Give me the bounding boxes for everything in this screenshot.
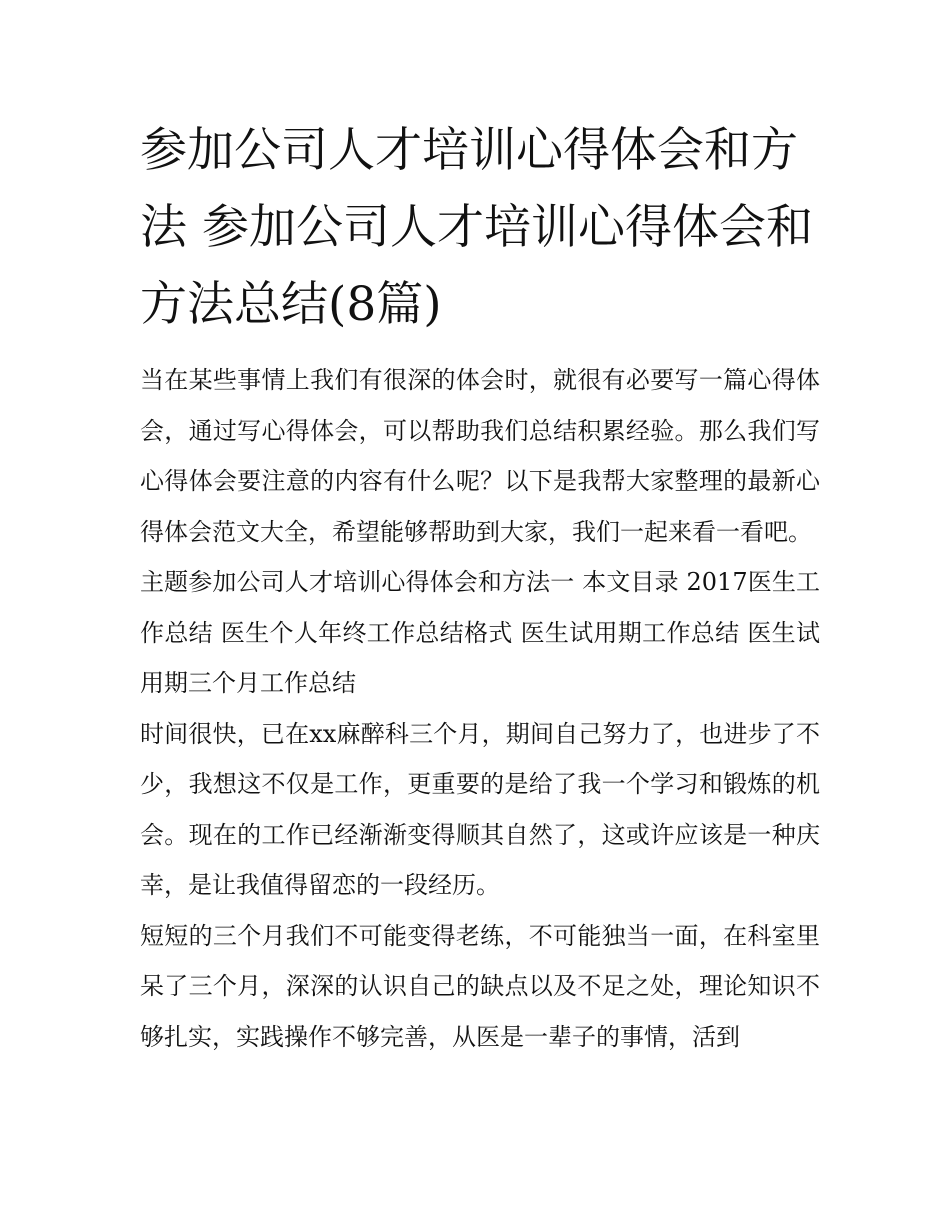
document-title: 参加公司人才培训心得体会和方法 参加公司人才培训心得体会和方法总结(8篇) — [140, 123, 813, 332]
paragraph-reflection: 短短的三个月我们不可能变得老练，不可能独当一面，在科室里呆了三个月，深深的认识自己的缺点以及不足之处，理论知识不够扎实，实践操作不够完善，从医是一辈子的事情，活到 — [140, 921, 820, 1051]
paragraph-topic: 主题参加公司人才培训心得体会和方法一 本文目录 2017医生工作总结 医生个人年终工作总结格式 医生试用期工作总结 医生试用期三个月工作总结 — [140, 568, 820, 697]
document-body — [140, 355, 820, 1062]
paragraph-intro: 当在某些事情上我们有很深的体会时，就很有必要写一篇心得体会，通过写心得体会，可以帮助我们总结积累经验。那么我们写心得体会要注意的内容有什么呢？以下是我帮大家整理的最新心得体会范文大全，希望能够帮助到大家，我们一起来看一看吧。 — [140, 366, 820, 546]
paragraph-experience: 时间很快，已在xx麻醉科三个月，期间自己努力了，也进步了不少，我想这不仅是工作，更重要的是给了我一个学习和锻炼的机会。现在的工作已经渐渐变得顺其自然了，这或许应该是一种庆幸，是让我值得留恋的一段经历。 — [140, 719, 820, 899]
